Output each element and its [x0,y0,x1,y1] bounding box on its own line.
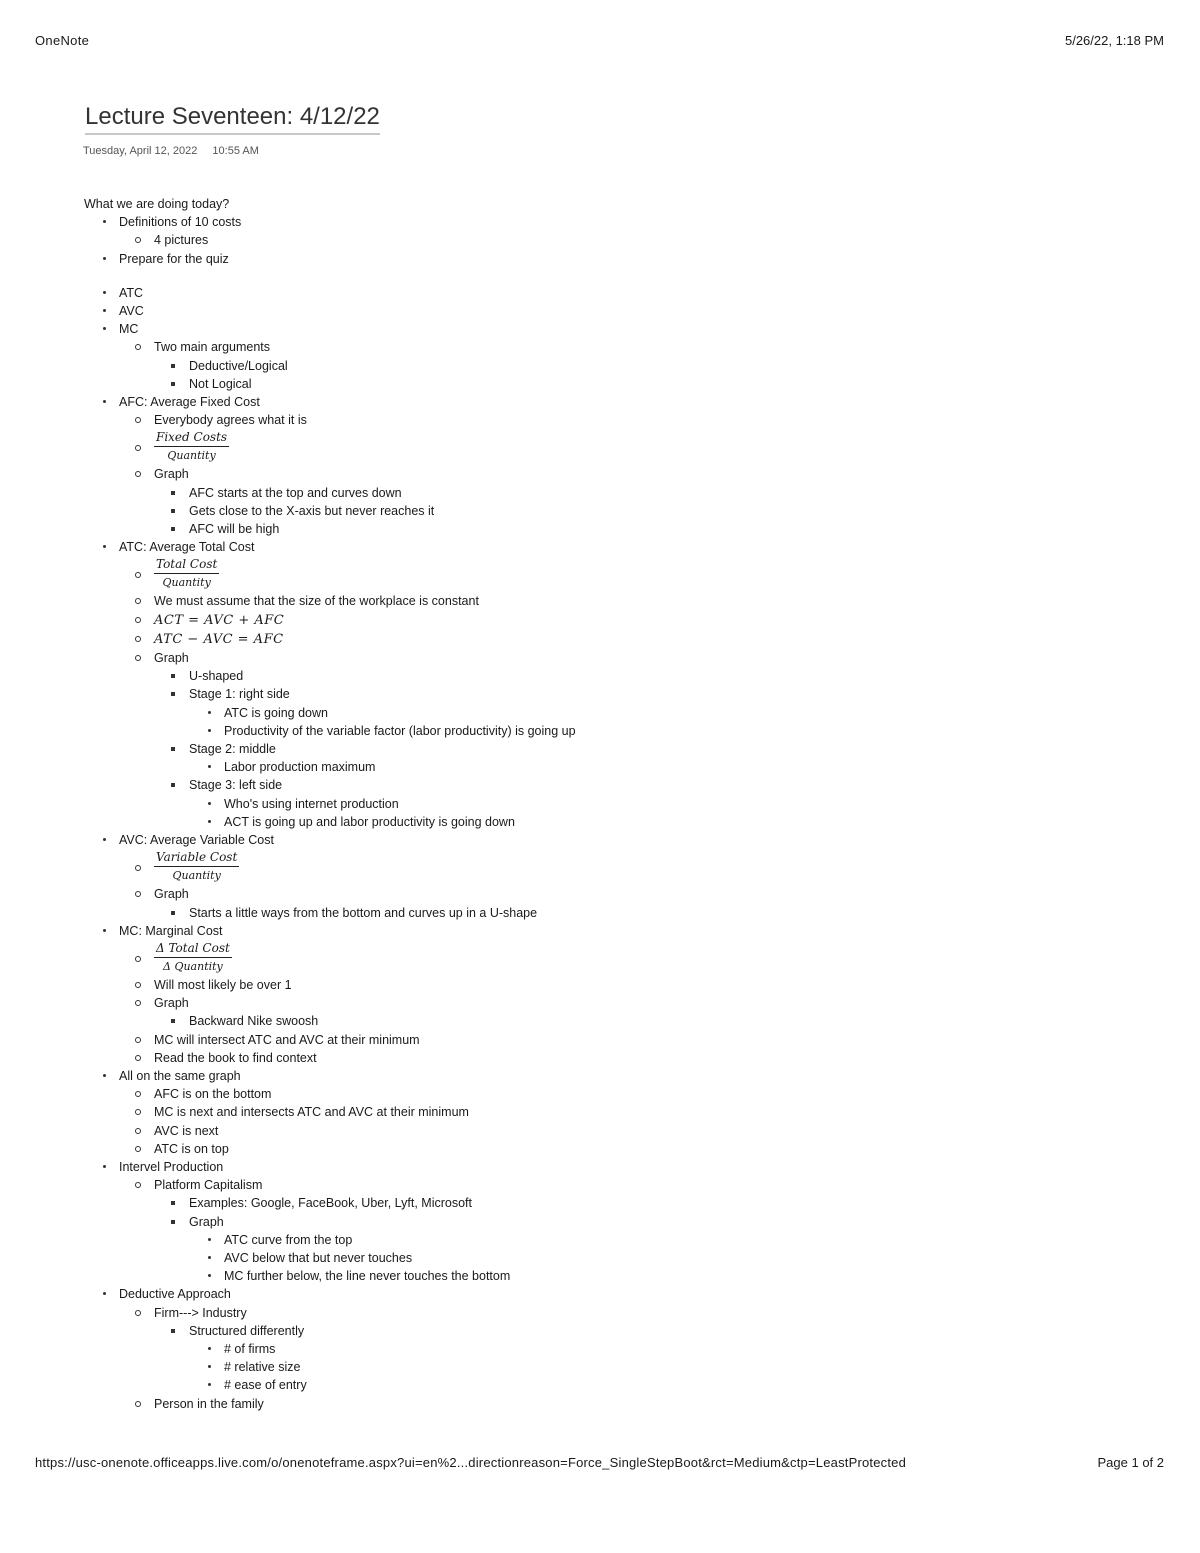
list-item-text: Stage 3: left side [189,778,283,793]
list-item-text: Gets close to the X-axis but never reaches it [189,503,435,518]
list-item-text: Who's using internet production [224,796,399,811]
list-item-text: Will most likely be over 1 [154,977,292,992]
section-mc [84,922,1144,1067]
section-heading: Deductive Approach [119,1287,231,1302]
list-item-text: Two main arguments [154,340,271,355]
list-item [119,1031,1144,1049]
list-item [154,776,1144,831]
list-item [119,592,1144,610]
list-item-text: Starts a little ways from the bottom and curves up in a U-shape [189,905,538,920]
formula-item [119,556,1144,592]
page-title[interactable]: Lecture Seventeen: 4/12/22 [85,103,380,135]
list-item-text: Definitions of 10 costs [119,215,242,230]
atc-fraction [154,556,219,591]
list-item-text: Deductive/Logical [189,358,288,373]
list-item [154,502,1144,520]
list-item-text: Not Logical [189,376,252,391]
section-same-graph [84,1067,1144,1158]
list-item [189,704,1144,722]
list-item [154,667,1144,685]
list-item [84,302,1144,320]
list-item-text: ATC curve from the top [224,1232,353,1247]
list-item [119,1122,1144,1140]
list-item-text: Firm---> Industry [154,1305,247,1320]
print-header-timestamp: 5/26/22, 1:18 PM [1064,33,1164,48]
list-item [154,520,1144,538]
list-item [119,994,1144,1030]
page-date: Tuesday, April 12, 2022 [83,145,198,157]
avc-fraction [154,849,239,884]
list-item-text: AFC will be high [189,522,280,537]
section-atc [84,538,1144,831]
list-item-text: U-shaped [189,669,244,684]
list-item-text: # ease of entry [224,1378,307,1393]
list-item [189,1358,1144,1376]
list-item-text: Labor production maximum [224,760,376,775]
list-item-text: Read the book to find context [154,1050,317,1065]
intro-line: What we are doing today? [84,197,230,211]
list-item [154,1012,1144,1030]
list-item [119,649,1144,831]
equation-item [119,630,1144,649]
section-deductive-approach [84,1285,1144,1412]
list-item [154,1322,1144,1395]
list-item-text: AVC below that but never touches [224,1250,413,1265]
section-heading: ATC: Average Total Cost [119,540,255,555]
list-item [154,904,1144,922]
note-body[interactable] [84,195,1144,1413]
afc-fraction [154,429,229,464]
list-item-text: MC will intersect ATC and AVC at their minimum [154,1032,420,1047]
list-item [154,1213,1144,1286]
list-item [119,1140,1144,1158]
list-item [119,1049,1144,1067]
list-item-text: ACT is going up and labor productivity is going down [224,814,515,829]
fraction-denominator: Quantity [167,449,216,463]
list-item-text: AVC is next [154,1123,219,1138]
fraction-denominator: Quantity [162,576,211,590]
list-item [84,284,1144,302]
formula-item [119,429,1144,465]
list-item-text: We must assume that the size of the workplace is constant [154,594,479,609]
list-item-text: Graph [154,467,189,482]
list-item [154,375,1144,393]
outline-today [84,213,1144,268]
list-item-text: AVC [119,304,144,319]
list-item-text: MC is next and intersects ATC and AVC at their minimum [154,1105,469,1120]
list-item-text: # relative size [224,1360,301,1375]
list-item [189,1376,1144,1394]
list-item-text: # of firms [224,1341,276,1356]
list-item [119,1304,1144,1395]
list-item [119,885,1144,921]
section-heading: All on the same graph [119,1068,241,1083]
list-item-text: Stage 2: middle [189,742,276,757]
list-item [154,484,1144,502]
list-item [119,338,1144,393]
list-item-text: Graph [154,887,189,902]
fraction-numerator: Variable Cost [154,849,239,867]
section-internet-production [84,1158,1144,1285]
fraction-numerator: Fixed Costs [154,429,229,447]
formula-item [119,940,1144,976]
formula-item [119,849,1144,885]
list-item [84,213,1144,249]
list-item-text: ATC [119,285,144,300]
list-item-text: MC further below, the line never touches the bottom [224,1269,511,1284]
section-afc [84,393,1144,538]
list-item-text: Graph [154,996,189,1011]
list-item [119,231,1144,249]
list-item-text: ATC is going down [224,705,328,720]
list-item-text: 4 pictures [154,233,209,248]
print-header-app-name: OneNote [35,33,90,48]
page-date-time [83,145,259,157]
mc-fraction [154,940,232,975]
list-item [189,1340,1144,1358]
list-item-text: Graph [189,1214,224,1229]
page-time: 10:55 AM [212,145,259,157]
list-item-text: Everybody agrees what it is [154,413,307,428]
list-item [84,250,1144,268]
list-item [189,722,1144,740]
print-footer-url: https://usc-onenote.officeapps.live.com/o/onenoteframe.aspx?ui=en%2...directionreason=Force_SingleStepBoot&rct=Medium&ctp=LeastProtected [35,1455,907,1470]
list-item [119,976,1144,994]
list-item-text: AFC is on the bottom [154,1087,272,1102]
list-item-text: Structured differently [189,1323,305,1338]
list-item [119,1176,1144,1285]
list-item [154,685,1144,740]
list-item [189,1249,1144,1267]
equation: ACT = AVC + AFC [154,612,285,628]
list-item-text: Backward Nike swoosh [189,1014,319,1029]
list-item [119,411,1144,429]
fraction-denominator: Quantity [172,869,221,883]
list-item-text: Platform Capitalism [154,1178,263,1193]
list-item [84,320,1144,393]
list-item [189,795,1144,813]
list-item [154,740,1144,776]
section-avc [84,831,1144,922]
list-item-text: Examples: Google, FaceBook, Uber, Lyft, Microsoft [189,1196,472,1211]
list-item-text: AFC starts at the top and curves down [189,485,402,500]
list-item [119,1395,1144,1413]
fraction-numerator: Total Cost [154,556,219,574]
list-item [189,813,1144,831]
list-item-text: MC [119,322,139,337]
list-item-text: Person in the family [154,1396,264,1411]
fraction-numerator: Δ Total Cost [154,940,232,958]
list-item [119,1085,1144,1103]
section-heading: Intervel Production [119,1159,224,1174]
list-item [189,1231,1144,1249]
equation-item [119,611,1144,630]
list-item-text: Stage 1: right side [189,687,290,702]
list-item [189,758,1144,776]
print-footer-page-indicator: Page 1 of 2 [1097,1455,1164,1470]
equation: ATC − AVC = AFC [154,631,284,647]
list-item [119,1103,1144,1121]
list-item-text: Productivity of the variable factor (labor productivity) is going up [224,723,576,738]
list-item-text: ATC is on top [154,1141,229,1156]
list-item [119,465,1144,538]
outline-main [84,284,1144,1413]
list-item-text: Graph [154,651,189,666]
section-heading: MC: Marginal Cost [119,923,223,938]
list-item [189,1267,1144,1285]
fraction-denominator: Δ Quantity [163,959,223,973]
list-item [154,357,1144,375]
list-item [154,1194,1144,1212]
section-heading: AFC: Average Fixed Cost [119,395,260,410]
list-item-text: Prepare for the quiz [119,251,229,266]
section-heading: AVC: Average Variable Cost [119,833,274,848]
